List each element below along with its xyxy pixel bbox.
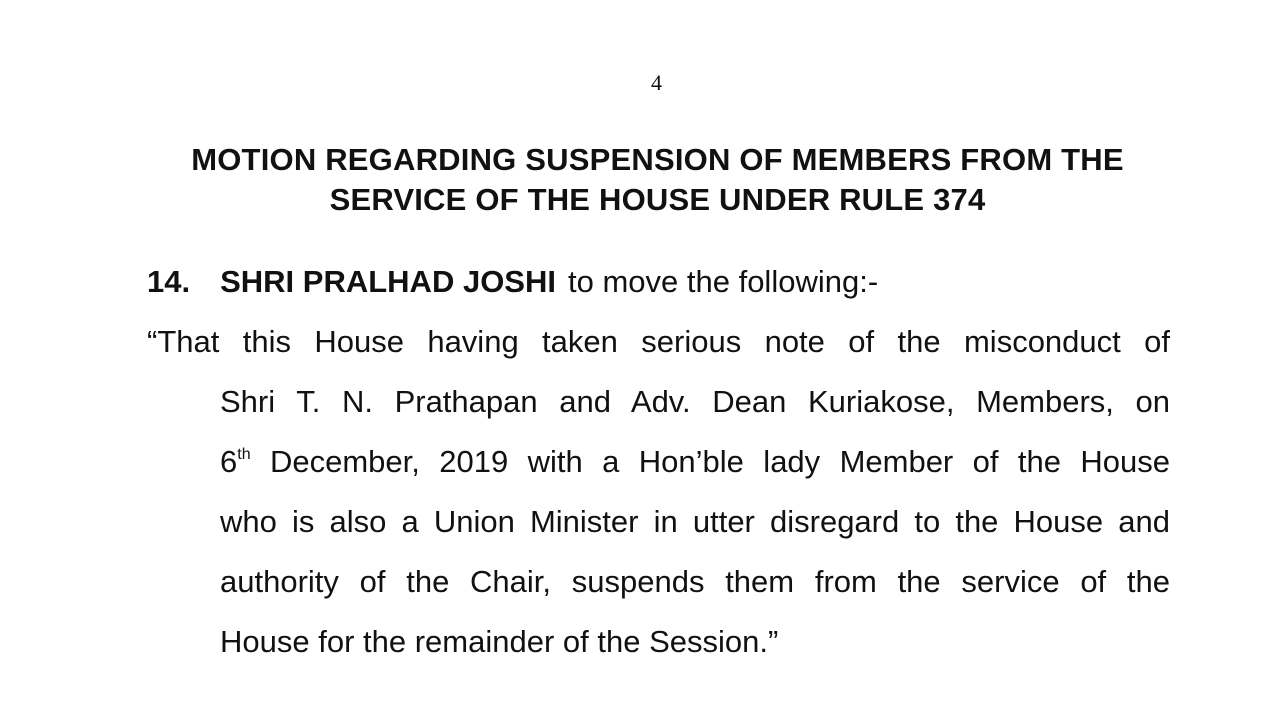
date-day: 6	[220, 444, 238, 479]
motion-line-5: authority of the Chair, suspends them from the service of the	[220, 564, 1170, 599]
motion-heading	[100, 140, 1215, 220]
date-ordinal-suffix: th	[237, 446, 251, 463]
motion-line-2: Shri T. N. Prathapan and Adv. Dean Kuriakose, Members, on	[220, 384, 1170, 419]
motion-line-3-text: December, 2019 with a Hon’ble lady Member of the House	[250, 444, 1170, 479]
heading-line-2: SERVICE OF THE HOUSE UNDER RULE 374	[329, 182, 986, 217]
item-number: 14.	[147, 264, 191, 299]
motion-line-3	[220, 442, 1170, 482]
item-text: to move the following:-	[567, 264, 879, 299]
agenda-item	[147, 262, 878, 302]
heading-line-1: MOTION REGARDING SUSPENSION OF MEMBERS FROM THE	[191, 142, 1124, 177]
motion-line-1: “That this House having taken serious note of the misconduct of	[147, 324, 1170, 359]
motion-line-4: who is also a Union Minister in utter disregard to the House and	[220, 504, 1170, 539]
page-number: 4	[651, 70, 662, 95]
motion-line-6: House for the remainder of the Session.”	[220, 624, 779, 659]
mover-name: SHRI PRALHAD JOSHI	[220, 264, 556, 299]
